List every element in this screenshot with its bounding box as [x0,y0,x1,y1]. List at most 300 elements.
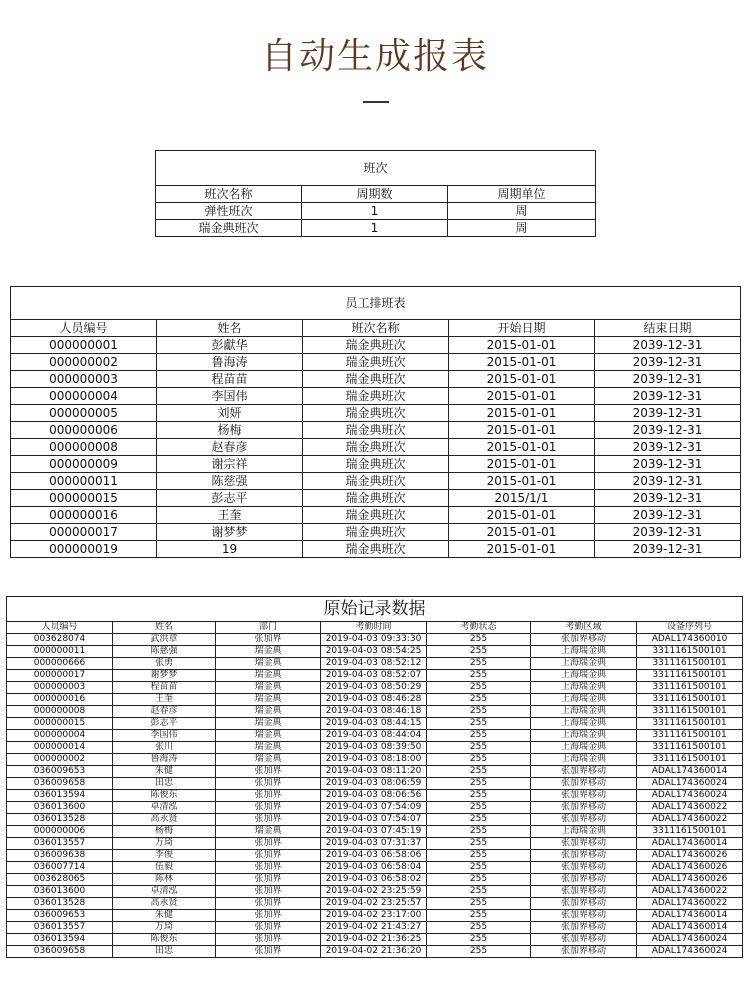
table-cell: 高永贤 [113,814,216,826]
table-cell: 2015/1/1 [449,490,595,507]
table-cell: 瑞金典 [216,754,321,766]
table-cell: 3311161500101 [637,706,743,718]
table-row [7,922,743,934]
table-cell: 2019-04-03 08:50:29 [321,682,427,694]
table-row [11,439,741,456]
table-cell: ADAL174360014 [637,766,743,778]
table-cell: 2019-04-03 08:11:20 [321,766,427,778]
table-cell: ADAL174360014 [637,910,743,922]
table-cell: 000000666 [7,658,113,670]
title-divider [363,101,389,103]
table-row [11,405,741,422]
table-cell: 瑞金典 [216,718,321,730]
table-cell: 张加界移动 [531,850,637,862]
table-row [7,646,743,658]
table-row [11,541,741,558]
table-cell: 张加界 [216,838,321,850]
table-cell: 000000002 [7,754,113,766]
table-cell: 2039-12-31 [595,337,741,354]
table-cell: 赵春彦 [113,706,216,718]
table-cell: 2015-01-01 [449,456,595,473]
table-cell: 鲁海涛 [113,754,216,766]
table-cell: 瑞金典班次 [303,456,449,473]
table-cell: 周 [448,220,596,237]
table-cell: 张加界 [216,874,321,886]
column-header: 结束日期 [595,320,741,337]
table-cell: 3311161500101 [637,670,743,682]
table-cell: 杨梅 [157,422,303,439]
table-cell: 瑞金典班次 [156,220,302,237]
table-cell: 田忠 [113,778,216,790]
table-cell: 255 [427,946,531,958]
table-cell: 255 [427,874,531,886]
raw-table-header-row [7,622,743,634]
table-cell: 2019-04-02 21:36:20 [321,946,427,958]
table-cell: 张加界 [216,898,321,910]
table-cell: 上海瑞金典 [531,718,637,730]
table-cell: 2019-04-03 08:54:25 [321,646,427,658]
column-header: 姓名 [113,622,216,634]
table-cell: ADAL174360014 [637,922,743,934]
column-header: 开始日期 [449,320,595,337]
table-cell: ADAL174360026 [637,850,743,862]
table-cell: 255 [427,730,531,742]
table-cell: 2019-04-02 23:25:59 [321,886,427,898]
table-row [7,850,743,862]
table-cell: 255 [427,706,531,718]
table-row [11,473,741,490]
table-cell: 036009658 [7,946,113,958]
table-row [7,754,743,766]
table-row [7,838,743,850]
schedule-table-header-row [11,320,741,337]
table-cell: 张加界移动 [531,886,637,898]
table-cell: 瑞金典班次 [303,439,449,456]
table-row [156,203,596,220]
table-cell: 255 [427,814,531,826]
table-row [156,220,596,237]
shift-table-body [156,203,596,237]
table-row [11,371,741,388]
table-row [7,862,743,874]
table-row [11,337,741,354]
table-cell: 2019-04-03 06:58:04 [321,862,427,874]
table-cell: 程苗苗 [113,682,216,694]
table-cell: 2039-12-31 [595,354,741,371]
table-cell: 上海瑞金典 [531,658,637,670]
table-row [7,706,743,718]
table-cell: 000000008 [7,706,113,718]
column-header: 考勤时间 [321,622,427,634]
table-cell: 036009638 [7,850,113,862]
table-cell: 彭獻华 [157,337,303,354]
table-cell: 000000003 [7,682,113,694]
table-cell: 瑞金典班次 [303,541,449,558]
table-cell: 255 [427,682,531,694]
table-cell: 朱健 [113,766,216,778]
table-cell: 瑞金典 [216,826,321,838]
table-row [7,670,743,682]
table-cell: 000000004 [11,388,157,405]
table-cell: 2019-04-03 08:46:28 [321,694,427,706]
table-cell: 上海瑞金典 [531,706,637,718]
table-cell: 2039-12-31 [595,456,741,473]
table-cell: 张加界 [216,802,321,814]
table-cell: 000000005 [11,405,157,422]
table-cell: 255 [427,826,531,838]
table-cell: 2039-12-31 [595,405,741,422]
table-cell: 2015-01-01 [449,422,595,439]
table-cell: 上海瑞金典 [531,694,637,706]
table-cell: 张加界移动 [531,634,637,646]
table-cell: 陈俊东 [113,790,216,802]
table-cell: 瑞金典 [216,730,321,742]
table-cell: 000000006 [7,826,113,838]
table-cell: 2019-04-03 08:44:04 [321,730,427,742]
table-cell: 张加界 [216,634,321,646]
table-cell: 李俊 [113,850,216,862]
table-cell: ADAL174360014 [637,838,743,850]
table-cell: 000000008 [11,439,157,456]
schedule-table [10,286,741,558]
table-cell: 瑞金典班次 [303,388,449,405]
table-cell: 2039-12-31 [595,388,741,405]
table-cell: 谢梦梦 [113,670,216,682]
table-row [7,778,743,790]
table-cell: 2019-04-03 07:31:37 [321,838,427,850]
table-row [7,730,743,742]
table-cell: 255 [427,790,531,802]
table-cell: 255 [427,838,531,850]
table-row [7,934,743,946]
table-cell: 2039-12-31 [595,524,741,541]
table-cell: 上海瑞金典 [531,742,637,754]
table-cell: 张加界 [216,862,321,874]
table-row [7,790,743,802]
table-cell: 谢宗祥 [157,456,303,473]
table-cell: 张加界移动 [531,934,637,946]
shift-table-header-row [156,186,596,203]
table-cell: 张加界移动 [531,946,637,958]
table-cell: 3311161500101 [637,718,743,730]
table-cell: 000000011 [7,646,113,658]
table-cell: 2039-12-31 [595,422,741,439]
table-cell: 2019-04-03 09:33:30 [321,634,427,646]
shift-table [155,150,596,237]
table-cell: 003628065 [7,874,113,886]
table-cell: 张加界移动 [531,922,637,934]
table-cell: 瑞金典 [216,658,321,670]
table-cell: 张加界 [216,922,321,934]
schedule-table-body [11,337,741,558]
table-cell: 瑞金典班次 [303,473,449,490]
table-cell: 张加界移动 [531,814,637,826]
column-header: 设备序列号 [637,622,743,634]
table-cell: 张加界 [216,946,321,958]
table-row [7,766,743,778]
table-cell: 000000019 [11,541,157,558]
table-cell: 255 [427,910,531,922]
table-cell: 3311161500101 [637,646,743,658]
table-cell: 李国伟 [113,730,216,742]
table-cell: ADAL174360026 [637,862,743,874]
raw-records-table [6,596,743,958]
table-cell: 张加界移动 [531,838,637,850]
table-cell: 2015-01-01 [449,371,595,388]
table-cell: ADAL174360022 [637,802,743,814]
table-cell: ADAL174360022 [637,814,743,826]
table-cell: 2015-01-01 [449,337,595,354]
table-cell: 万琦 [113,922,216,934]
table-cell: 周 [448,203,596,220]
table-cell: 2039-12-31 [595,490,741,507]
table-cell: 000000015 [11,490,157,507]
table-cell: 2039-12-31 [595,507,741,524]
table-cell: 2019-04-02 21:43:27 [321,922,427,934]
table-cell: 255 [427,742,531,754]
table-cell: 255 [427,658,531,670]
table-cell: 上海瑞金典 [531,646,637,658]
table-cell: 036013557 [7,838,113,850]
table-cell: 瑞金典班次 [303,354,449,371]
table-cell: 张加界移动 [531,766,637,778]
table-cell: 2015-01-01 [449,524,595,541]
column-header: 考勤区域 [531,622,637,634]
table-cell: 田忠 [113,946,216,958]
table-row [7,682,743,694]
table-row [11,388,741,405]
table-cell: 2019-04-03 07:54:07 [321,814,427,826]
table-cell: 2015-01-01 [449,541,595,558]
table-cell: 3311161500101 [637,682,743,694]
table-cell: 瑞金典班次 [303,507,449,524]
table-cell: 036013557 [7,922,113,934]
table-row [7,910,743,922]
table-cell: 3311161500101 [637,658,743,670]
table-cell: 上海瑞金典 [531,730,637,742]
table-cell: 1 [302,203,448,220]
table-cell: 3311161500101 [637,730,743,742]
table-cell: 张川 [113,742,216,754]
table-cell: 卓清泓 [113,886,216,898]
table-cell: 255 [427,862,531,874]
raw-table-body [7,634,743,958]
table-cell: 2019-04-03 08:44:15 [321,718,427,730]
table-cell: 2019-04-03 08:39:50 [321,742,427,754]
table-cell: 000000016 [7,694,113,706]
table-cell: 255 [427,778,531,790]
table-cell: 高永贤 [113,898,216,910]
table-cell: 2015-01-01 [449,354,595,371]
table-cell: 000000017 [11,524,157,541]
table-cell: 036013594 [7,934,113,946]
table-cell: 000000014 [7,742,113,754]
table-cell: 2039-12-31 [595,541,741,558]
table-cell: 赵春彦 [157,439,303,456]
table-cell: 2015-01-01 [449,405,595,422]
table-cell: 000000002 [11,354,157,371]
table-cell: 张加界 [216,778,321,790]
table-cell: 王奎 [113,694,216,706]
table-cell: 朱健 [113,910,216,922]
column-header: 周期数 [302,186,448,203]
table-cell: 瑞金典 [216,742,321,754]
table-cell: 255 [427,634,531,646]
table-cell: 1 [302,220,448,237]
table-cell: 255 [427,898,531,910]
table-cell: 张加界 [216,790,321,802]
column-header: 周期单位 [448,186,596,203]
table-cell: 张加界 [216,766,321,778]
table-cell: 2019-04-03 08:18:00 [321,754,427,766]
table-cell: 2015-01-01 [449,388,595,405]
raw-table-title: 原始记录数据 [7,597,743,622]
table-row [11,354,741,371]
table-cell: 瑞金典 [216,646,321,658]
column-header: 人员编号 [11,320,157,337]
table-cell: 2019-04-03 07:45:19 [321,826,427,838]
table-cell: 瑞金典班次 [303,371,449,388]
table-cell: 张加界移动 [531,862,637,874]
table-cell: 255 [427,886,531,898]
table-cell: 鲁海涛 [157,354,303,371]
table-cell: 255 [427,754,531,766]
table-cell: 255 [427,766,531,778]
table-row [7,814,743,826]
table-cell: 2019-04-03 08:46:18 [321,706,427,718]
table-cell: 陈林 [113,874,216,886]
table-cell: 瑞金典班次 [303,405,449,422]
table-cell: 刘妍 [157,405,303,422]
table-row [7,718,743,730]
table-row [7,886,743,898]
table-cell: 张加界移动 [531,874,637,886]
table-cell: 伍毅 [113,862,216,874]
table-cell: 武洪章 [113,634,216,646]
table-cell: 李国伟 [157,388,303,405]
table-cell: 瑞金典 [216,706,321,718]
table-cell: 瑞金典 [216,694,321,706]
table-row [7,802,743,814]
table-cell: 杨梅 [113,826,216,838]
table-cell: ADAL174360024 [637,790,743,802]
table-cell: 张加界 [216,850,321,862]
table-cell: 瑞金典 [216,682,321,694]
table-cell: 程苗苗 [157,371,303,388]
shift-table-title: 班次 [156,151,596,186]
table-cell: ADAL174360024 [637,946,743,958]
table-cell: 2019-04-03 08:52:07 [321,670,427,682]
table-cell: ADAL174360022 [637,898,743,910]
table-cell: 000000003 [11,371,157,388]
table-cell: 000000015 [7,718,113,730]
column-header: 人员编号 [7,622,113,634]
table-row [7,874,743,886]
table-cell: 000000001 [11,337,157,354]
table-row [7,634,743,646]
table-cell: 彭志平 [157,490,303,507]
table-cell: 张加界移动 [531,898,637,910]
table-cell: 036009658 [7,778,113,790]
table-cell: 张加界移动 [531,910,637,922]
table-cell: 036009653 [7,766,113,778]
table-cell: 2019-04-03 06:58:06 [321,850,427,862]
column-header: 班次名称 [156,186,302,203]
table-cell: 2039-12-31 [595,371,741,388]
table-cell: 000000011 [11,473,157,490]
table-cell: 2019-04-02 23:25:57 [321,898,427,910]
table-cell: 3311161500101 [637,754,743,766]
table-cell: 2015-01-01 [449,507,595,524]
table-cell: 003628074 [7,634,113,646]
table-cell: 255 [427,922,531,934]
column-header: 考勤状态 [427,622,531,634]
page-title: 自动生成报表 [260,36,489,77]
table-cell: 王奎 [157,507,303,524]
table-cell: 瑞金典班次 [303,490,449,507]
table-cell: 036009653 [7,910,113,922]
table-cell: 3311161500101 [637,826,743,838]
table-cell: 000000004 [7,730,113,742]
table-cell: 3311161500101 [637,694,743,706]
table-cell: ADAL174360022 [637,886,743,898]
table-cell: 255 [427,670,531,682]
table-row [11,507,741,524]
table-cell: 张加界 [216,934,321,946]
table-cell: 上海瑞金典 [531,754,637,766]
table-cell: 上海瑞金典 [531,670,637,682]
table-cell: 2019-04-02 21:36:25 [321,934,427,946]
table-cell: 弹性班次 [156,203,302,220]
table-cell: 000000017 [7,670,113,682]
table-row [7,658,743,670]
table-cell: 瑞金典班次 [303,337,449,354]
table-cell: 2039-12-31 [595,473,741,490]
table-cell: 万琦 [113,838,216,850]
column-header: 姓名 [157,320,303,337]
table-cell: 谢梦梦 [157,524,303,541]
table-cell: 上海瑞金典 [531,826,637,838]
table-row [7,694,743,706]
table-cell: ADAL174360010 [637,634,743,646]
table-cell: 255 [427,718,531,730]
table-cell: 000000016 [11,507,157,524]
table-cell: 3311161500101 [637,742,743,754]
table-cell: 036013528 [7,814,113,826]
schedule-table-title: 员工排班表 [11,287,741,320]
table-cell: 彭志平 [113,718,216,730]
table-cell: 张加界移动 [531,790,637,802]
table-cell: 张加界移动 [531,802,637,814]
table-cell: ADAL174360026 [637,874,743,886]
table-cell: ADAL174360024 [637,934,743,946]
table-cell: 瑞金典班次 [303,524,449,541]
table-cell: 张加界 [216,910,321,922]
table-row [11,422,741,439]
table-cell: 陈慈强 [113,646,216,658]
table-cell: 255 [427,934,531,946]
table-cell: 19 [157,541,303,558]
table-cell: 255 [427,694,531,706]
table-cell: 036013600 [7,802,113,814]
table-row [7,898,743,910]
table-row [7,826,743,838]
table-cell: 上海瑞金典 [531,682,637,694]
table-cell: 000000009 [11,456,157,473]
table-cell: 2019-04-03 08:06:56 [321,790,427,802]
table-row [11,490,741,507]
table-cell: 张勇 [113,658,216,670]
